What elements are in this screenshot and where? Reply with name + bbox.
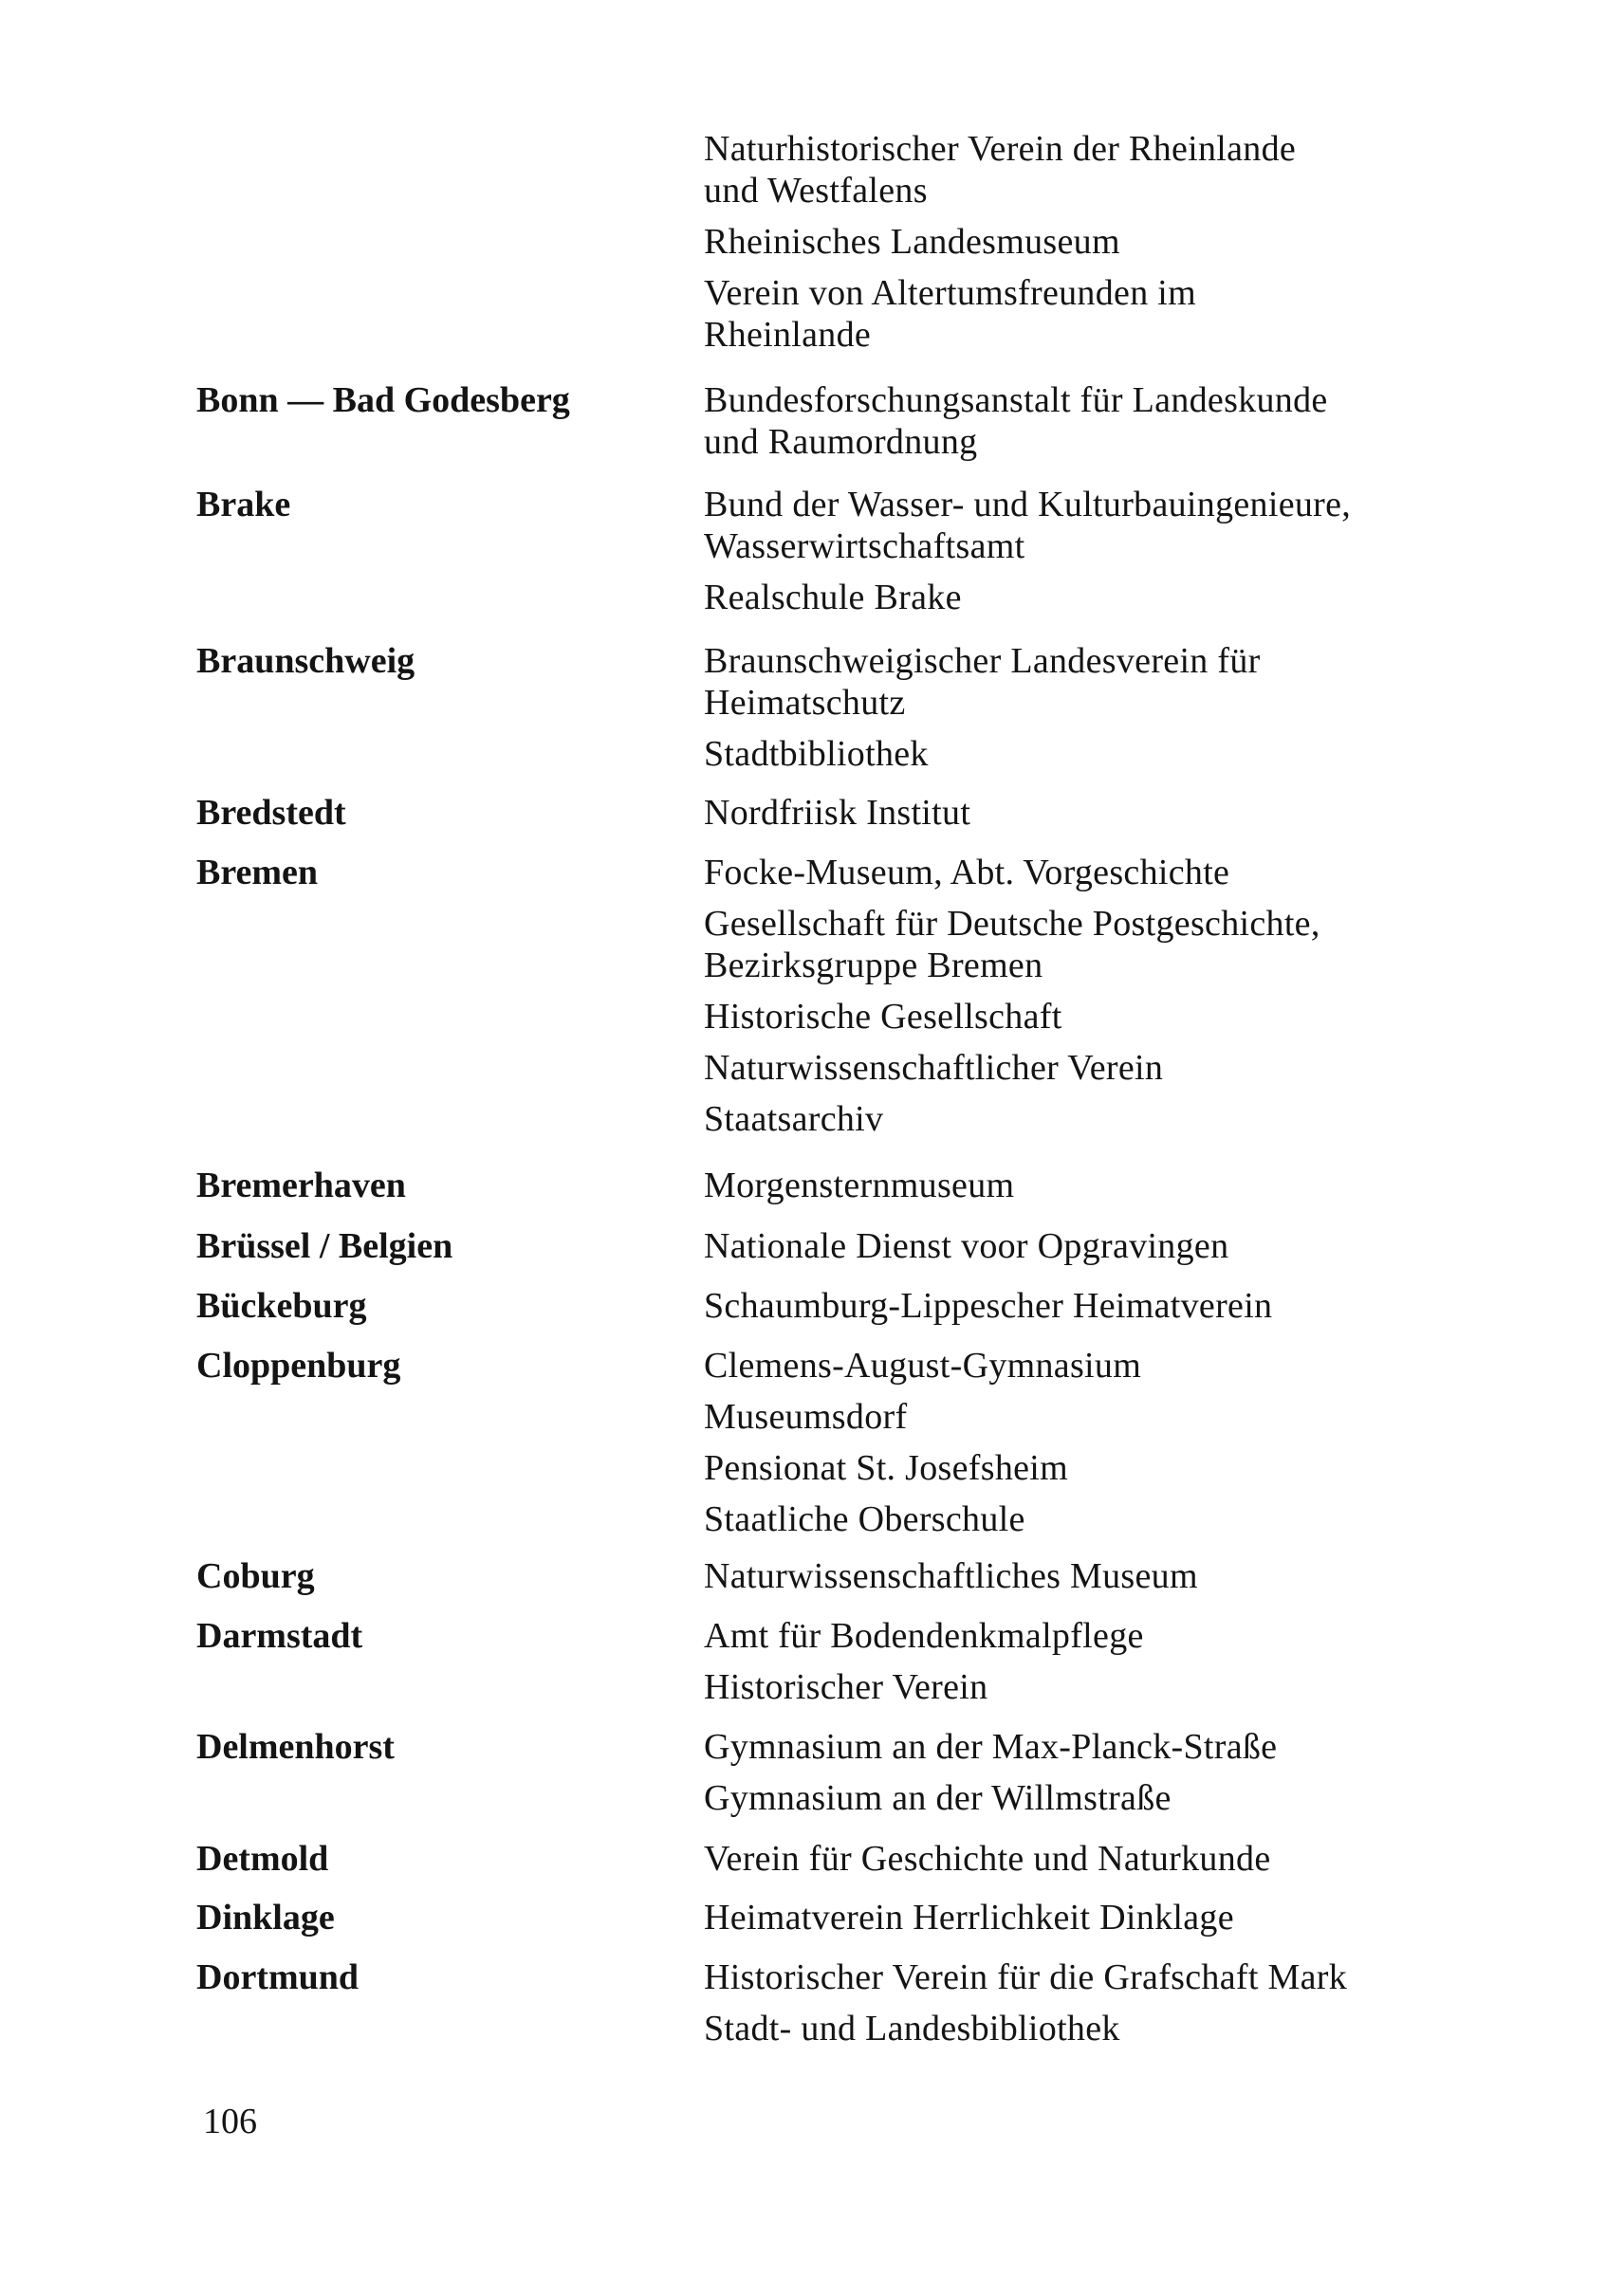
institution-name: Rheinisches Landesmuseum [704, 222, 1120, 262]
institution-name: Bund der Wasser- und Kulturbauingenieure, Wasserwirtschaftsamt [704, 485, 1352, 566]
institution-name: Focke-Museum, Abt. Vorgeschichte [704, 853, 1230, 892]
place-name: Detmold [196, 1839, 329, 1879]
place-name: Dortmund [196, 1957, 360, 1997]
place-name: Brake [196, 485, 291, 524]
institution-list [704, 792, 1558, 843]
institution-name: Schaumburg-Lippescher Heimatverein [704, 1286, 1273, 1326]
institution-list [704, 128, 1558, 365]
institution-name: Naturhistorischer Verein der Rheinlande und Westfalens [704, 129, 1297, 211]
institution-name: Realschule Brake [704, 578, 962, 617]
place-name: Brüssel / Belgien [196, 1226, 453, 1266]
institution-name: Amt für Bodendenkmalpflege [704, 1616, 1144, 1656]
institution-name: Gesellschaft für Deutsche Postgeschichte, Bezirksgruppe Bremen [704, 904, 1320, 985]
institution-name: Bundesforschungsanstalt für Landeskunde und Raumordnung [704, 380, 1328, 462]
institution-name: Clemens-August-Gymnasium [704, 1346, 1142, 1386]
institution-list [704, 1165, 1558, 1216]
place-name: Delmenhorst [196, 1727, 395, 1767]
institution-name: Stadtbibliothek [704, 734, 929, 774]
institution-name: Staatsarchiv [704, 1099, 884, 1139]
institution-name: Nordfriisk Institut [704, 793, 971, 833]
institution-list [704, 1345, 1558, 1550]
institution-name: Naturwissenschaftlicher Verein [704, 1048, 1164, 1088]
place-name: Cloppenburg [196, 1346, 401, 1386]
institution-name: Pensionat St. Josefsheim [704, 1448, 1069, 1488]
institution-list [704, 1897, 1558, 1948]
institution-name: Historischer Verein für die Grafschaft Mark [704, 1957, 1348, 1997]
place-name: Coburg [196, 1556, 315, 1596]
institution-name: Museumsdorf [704, 1397, 908, 1437]
institution-name: Verein von Altertumsfreunden im Rheinlande [704, 273, 1197, 355]
place-name: Bückeburg [196, 1286, 367, 1326]
institution-name: Staatliche Oberschule [704, 1499, 1025, 1539]
institution-name: Naturwissenschaftliches Museum [704, 1556, 1198, 1596]
institution-list [704, 1956, 1558, 2059]
institution-list [704, 640, 1558, 784]
institution-name: Heimatverein Herrlichkeit Dinklage [704, 1898, 1234, 1938]
institution-name: Morgensternmuseum [704, 1166, 1015, 1205]
institution-list [704, 852, 1558, 1149]
institution-list [704, 1615, 1558, 1717]
institution-name: Nationale Dienst voor Opgravingen [704, 1226, 1229, 1266]
institution-name: Verein für Geschichte und Naturkunde [704, 1839, 1271, 1879]
institution-name: Gymnasium an der Willmstraße [704, 1778, 1172, 1818]
place-name: Braunschweig [196, 641, 415, 681]
place-name: Bremen [196, 853, 319, 892]
institution-name: Braunschweigischer Landesverein für Heimatschutz [704, 641, 1261, 723]
institution-name: Stadt- und Landesbibliothek [704, 2009, 1120, 2048]
place-name: Bonn — Bad Godesberg [196, 380, 570, 420]
institution-list [704, 1225, 1558, 1277]
institution-name: Historische Gesellschaft [704, 997, 1062, 1037]
page-number: 106 [203, 2102, 257, 2141]
institution-list [704, 1838, 1558, 1889]
institution-name: Historischer Verein [704, 1667, 988, 1707]
institution-list [704, 1726, 1558, 1828]
place-name: Bremerhaven [196, 1166, 406, 1205]
institution-name: Gymnasium an der Max-Planck-Straße [704, 1727, 1278, 1767]
institution-list [704, 379, 1558, 472]
place-name: Dinklage [196, 1898, 335, 1938]
institution-list [704, 484, 1558, 628]
place-name: Darmstadt [196, 1616, 363, 1656]
place-name: Bredstedt [196, 793, 346, 833]
institution-list [704, 1555, 1558, 1607]
institution-list [704, 1285, 1558, 1336]
